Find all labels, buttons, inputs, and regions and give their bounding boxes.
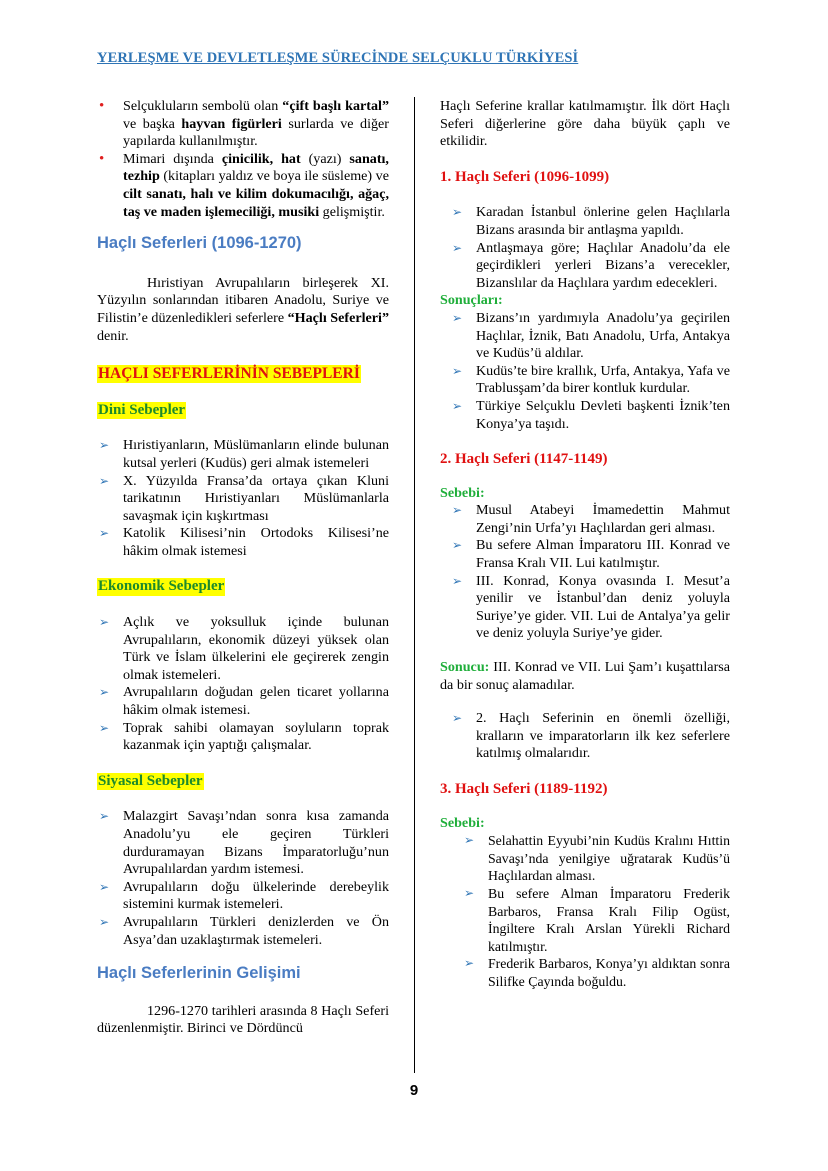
bold-term: hayvan figürleri [181,115,282,132]
text-run: Selçukluların sembolü olan [123,98,283,114]
religious-list [97,437,389,560]
second-note-text: 2. Haçlı Seferinin en önemli özelliği, kralların ve imparatorların ilk kez seferlere katılmış olmalarıdır. [476,710,730,762]
text-run: gelişmiştir. [319,203,385,220]
bold-term: cilt sanatı, halı ve kilim dokumacılığı, ağaç, taş ve maden işlemeciliği, musiki [123,185,389,220]
text-run: (yazı) [300,150,350,167]
cause-label: Sebebi: [440,484,485,501]
list-item-text: Antlaşmaya göre; Haçlılar Anadolu’da ele geçirdikleri yerleri Bizans’a verecekler, Bizanslılar da Haçlılara yardım edecekleri. [476,239,730,291]
arrow-bullet-icon: ➢ [99,685,110,700]
economic-heading: Ekonomik Sebepler [98,578,225,595]
list-item-text: Selahattin Eyyubi’nin Kudüs Kralını Hıttin Savaşı’nda yenilgiye uğratarak Kudüs’ü Haçlılardan alması. [488,833,730,884]
list-item [440,240,730,293]
arrow-bullet-icon: ➢ [464,885,475,900]
arrow-bullet-icon: ➢ [99,473,110,488]
third-crusade-heading: 3. Haçlı Seferi (1189-1192) [440,781,608,797]
arrow-bullet-icon: ➢ [452,538,463,553]
right-column [440,98,730,991]
first-crusade-heading: 1. Haçlı Seferi (1096-1099) [440,168,610,185]
bold-term: sanatı, tezhip [123,150,389,185]
list-item-text: Toprak sahibi olamayan soyluların toprak kazanmak için yaptığı çalışmalar. [123,719,389,754]
religious-heading: Dini Sebepler [98,401,186,418]
list-item [440,885,730,955]
list-item [440,398,730,433]
arrow-bullet-icon: ➢ [452,363,463,378]
bullet-dot-icon: • [99,98,105,114]
list-item [440,710,730,763]
list-item [440,310,730,363]
list-item-text: Bu sefere Alman İmparatoru III. Konrad ve Fransa Kralı VII. Lui katılmıştır. [476,537,730,572]
list-item-text: Bu sefere Alman İmparatoru Frederik Barbaros, Fransa Kralı Filip Ogüst, İngiltere Kralı Arslan Yürekli Richard katılmıştır. [488,885,730,954]
list-item [97,720,389,755]
list-item-text: Açlık ve yoksulluk içinde bulunan Avrupalıların, ekonomik düzeyi yüksek olan Türk ve İslam ülkelerini ele geçirerek zengin olmak istemeleri. [123,614,389,683]
results-label: Sonuçları: [440,292,503,309]
list-item-text: Avrupalıların Türkleri denizlerden ve Ön Asya’dan uzaklaştırmak istemeleri. [123,913,389,948]
second-note-list [440,710,730,763]
left-column [97,98,389,1038]
list-item [440,502,730,537]
bullet-dot-icon: • [99,150,105,167]
arrow-bullet-icon: ➢ [452,573,463,588]
arrow-bullet-icon: ➢ [99,720,110,735]
first-crusade-list [440,204,730,292]
arrow-bullet-icon: ➢ [452,240,463,255]
list-item [440,204,730,239]
list-item-text: Frederik Barbaros, Konya’yı aldıktan sonra Silifke Çayında boğuldu. [488,956,730,989]
list-item-text: X. Yüzyılda Fransa’da ortaya çıkan Kluni tarikatının Hıristiyanları Müslümanlarla savaşmak için kışkırtması [123,472,389,524]
list-item-text: III. Konrad, Konya ovasında I. Mesut’a yenilir ve İstanbul’dan deniz yoluyla Suriye’ye gider. VII. Lui de Antalya’ya gelir ve deniz yoluyla Suriye’ye gider. [476,572,730,642]
list-item-text: Kudüs’te bire krallık, Urfa, Antakya, Yafa ve Trablusşam’da birer kontluk kurdular. [476,362,730,397]
bold-term: “Haçlı Seferleri” [287,309,389,326]
arrow-bullet-icon: ➢ [452,398,463,413]
arrow-bullet-icon: ➢ [452,310,463,325]
arrow-bullet-icon: ➢ [99,809,110,824]
list-item-text: Katolik Kilisesi’nin Ortodoks Kilisesi’ne hâkim olmak istemesi [123,525,389,559]
list-item-text: Avrupalıların doğu ülkelerinde derebeylik sistemini kurmak istemeleri. [123,878,389,913]
list-item [97,914,389,949]
list-item-text: Karadan İstanbul önlerine gelen Haçlılarla Bizans arasında bir antlaşma yapıldı. [476,204,730,238]
arrow-bullet-icon: ➢ [99,438,110,453]
second-result-text: III. Konrad ve VII. Lui Şam’ı kuşattılarsa da bir sonuç alamadılar. [440,659,730,693]
text-run: ve başka [123,115,182,132]
arrow-bullet-icon: ➢ [99,615,110,630]
running-header: YERLEŞME VE DEVLETLEŞME SÜRECİNDE SELÇUKLU TÜRKİYESİ [97,50,579,66]
arrow-bullet-icon: ➢ [99,914,110,929]
list-item [440,537,730,572]
column-divider [414,97,415,1073]
text-run: Hıristiyan Avrupalıların birleşerek XI. Yüzyılın sonlarından itibaren Anadolu, Suriye ve Filistin’e düzenledikleri seferlere [97,274,389,326]
list-item [440,363,730,398]
intro-bullet-text [123,151,389,220]
third-causes-list [440,832,730,990]
result-label: Sonucu: [440,659,490,676]
list-item-text: Musul Atabeyi İmamedettin Mahmut Zengi’nin Urfa’yı Haçlılardan geri alması. [476,502,730,536]
list-item-text: Avrupalıların doğudan gelen ticaret yollarına hâkim olmak istemesi. [123,684,389,719]
list-item [97,437,389,472]
cause-label-third: Sebebi: [440,814,485,831]
list-item [440,832,730,885]
intro-bullets [97,98,389,221]
list-item [97,808,389,878]
text-run: Mimari dışında [123,150,222,167]
list-item-text: Türkiye Selçuklu Devleti başkenti İznik’ten Konya’ya taşıdı. [476,397,730,432]
arrow-bullet-icon: ➢ [452,503,463,518]
arrow-bullet-icon: ➢ [99,526,110,541]
list-item [97,684,389,719]
arrow-bullet-icon: ➢ [99,879,110,894]
second-causes-list [440,502,730,643]
text-run: (kitapları yaldız ve boya ile süsleme) ve [159,168,389,185]
list-item [97,151,389,221]
bold-term: çinicilik, hat [221,150,301,167]
list-item [97,525,389,560]
arrow-bullet-icon: ➢ [464,956,475,971]
first-results-list [440,310,730,433]
arrow-bullet-icon: ➢ [452,205,463,220]
political-heading: Siyasal Sebepler [98,772,203,789]
list-item-text: Malazgirt Savaşı’ndan sonra kısa zamanda Anadolu’yu ele geçiren Türkleri durduramayan Bizans İmparatorluğu’nun Avrupalılardan yardım istemesi. [123,808,389,878]
political-list [97,808,389,949]
second-result [440,659,730,694]
text-run: denir. [97,327,129,344]
second-crusade-heading: 2. Haçlı Seferi (1147-1149) [440,451,608,468]
list-item [97,473,389,526]
list-item [440,955,730,990]
page-number: 9 [409,1082,419,1099]
economic-list [97,614,389,755]
section-title-crusades: Haçlı Seferleri (1096-1270) [97,234,302,253]
list-item-text: Bizans’ın yardımıyla Anadolu’ya geçirilen Haçlılar, İznik, Batı Anadolu, Urfa, Antakya ve Kudüs’ü aldılar. [476,309,730,362]
list-item [97,98,389,151]
text-run: surlarda ve diğer yapılarda kullanılmıştır. [123,115,389,150]
development-text: 1296-1270 tarihleri arasında 8 Haçlı Seferi düzenlenmiştir. Birinci ve Dördüncü [97,1002,389,1037]
crusades-intro [97,275,389,345]
development-heading: Haçlı Seferlerinin Gelişimi [97,964,301,983]
causes-heading: HAÇLI SEFERLERİNİN SEBEPLERİ [98,365,360,383]
list-item [440,573,730,643]
bold-term: “çift başlı kartal” [282,98,389,114]
continuation-text: Haçlı Seferine krallar katılmamıştır. İlk dört Haçlı Seferi diğerlerine göre daha büyük çaplı ve etkilidir. [440,98,730,150]
arrow-bullet-icon: ➢ [452,711,463,726]
intro-bullet-text [123,98,389,149]
list-item [97,614,389,684]
arrow-bullet-icon: ➢ [464,833,475,848]
list-item-text: Hıristiyanların, Müslümanların elinde bulunan kutsal yerleri (Kudüs) geri almak istemeleri [123,437,389,471]
list-item [97,879,389,914]
